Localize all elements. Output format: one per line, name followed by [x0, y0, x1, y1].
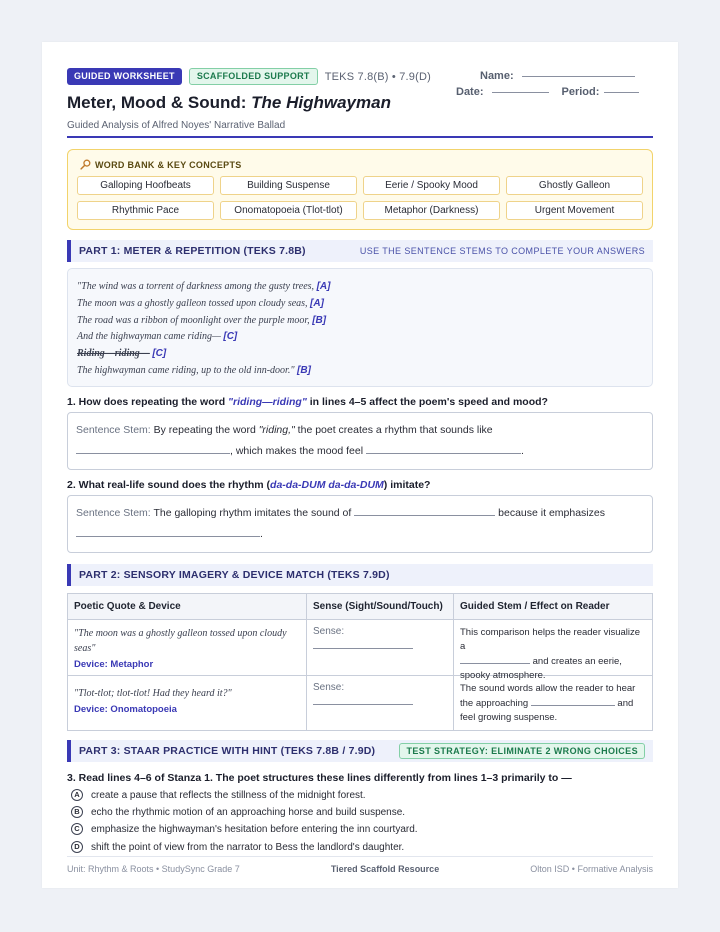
word-bank-term: Urgent Movement	[506, 201, 643, 220]
question-2-answer-box[interactable]: Sentence Stem: The galloping rhythm imitates the sound of because it emphasizes .	[67, 495, 653, 553]
question-1: 1. How does repeating the word "riding—riding" in lines 4–5 affect the poem's speed and mood?	[67, 396, 548, 408]
poem-line: Riding—riding— [C]	[77, 348, 167, 360]
answer-option-a[interactable]	[71, 789, 366, 801]
date-label: Date:	[456, 86, 484, 98]
rhyme-code: [B]	[297, 364, 311, 376]
sense-answer-line[interactable]	[313, 648, 413, 649]
word-bank-term: Metaphor (Darkness)	[363, 201, 500, 220]
part3-header	[67, 740, 653, 762]
part2-title: PART 2: SENSORY IMAGERY & DEVICE MATCH (TEKS 7.9D)	[79, 569, 390, 581]
poetic-quote: "The moon was a ghostly galleon tossed upon cloudy seas"	[74, 628, 287, 654]
table-row: "The moon was a ghostly galleon tossed upon cloudy seas" Device: Metaphor Sense: This comparison helps the reader visualize a and creates an eerie, spooky atmosphere.	[68, 620, 652, 676]
imagery-table	[67, 593, 653, 731]
answer-blank[interactable]	[76, 444, 230, 454]
scaffolded-support-badge: SCAFFOLDED SUPPORT	[189, 68, 318, 85]
option-bubble[interactable]: B	[71, 806, 83, 818]
poem-line: And the highwayman came riding— [C]	[77, 331, 238, 343]
table-row: "Tlot-tlot; tlot-tlot! Had they heard it?" Device: Onomatopoeia Sense: The sound words allow the reader to hear the approaching and feel growing suspense.	[68, 676, 652, 730]
date-field[interactable]	[492, 92, 549, 93]
word-bank-title: WORD BANK & KEY CONCEPTS	[80, 159, 242, 170]
footer-district: Olton ISD • Formative Analysis	[530, 864, 653, 874]
period-field[interactable]	[604, 92, 639, 93]
header-divider	[67, 136, 653, 138]
poetic-quote: "Tlot-tlot; tlot-tlot! Had they heard it?"	[74, 688, 232, 699]
option-text: create a pause that reflects the stillness of the midnight forest.	[91, 789, 366, 801]
word-bank	[67, 149, 653, 230]
worksheet-content	[67, 68, 653, 874]
option-bubble[interactable]: C	[71, 823, 83, 835]
student-info	[456, 68, 653, 100]
poem-line: The highwayman came riding, up to the old inn-door." [B]	[77, 364, 311, 376]
question-2: 2. What real-life sound does the rhythm (da-da-DUM da-da-DUM) imitate?	[67, 479, 431, 491]
part2-header	[67, 564, 653, 586]
page-footer	[67, 856, 653, 874]
poem-line: The moon was a ghostly galleon tossed upon cloudy seas, [A]	[77, 297, 324, 309]
option-text: emphasize the highwayman's hesitation before entering the inn courtyard.	[91, 823, 418, 835]
rhyme-code: [A]	[310, 297, 324, 309]
answer-blank[interactable]	[76, 527, 260, 537]
word-bank-term: Rhythmic Pace	[77, 201, 214, 220]
word-bank-term: Onomatopoeia (Tlot-tlot)	[220, 201, 357, 220]
part1-header	[67, 240, 653, 262]
column-header: Guided Stem / Effect on Reader	[460, 601, 610, 612]
option-text: shift the point of view from the narrator to Bess the landlord's daughter.	[91, 841, 405, 853]
rhyme-code: [C]	[223, 331, 238, 343]
period-label: Period:	[561, 86, 600, 98]
teks-label: TEKS 7.8(B) • 7.9(D)	[324, 70, 431, 83]
answer-option-c[interactable]	[71, 823, 418, 835]
rhyme-code: [A]	[316, 281, 331, 292]
page-subtitle: Guided Analysis of Alfred Noyes' Narrative Ballad	[67, 120, 286, 131]
name-label: Name:	[480, 70, 514, 82]
question-3: 3. Read lines 4–6 of Stanza 1. The poet structures these lines differently from lines 1–3 primarily to —	[67, 772, 572, 784]
sense-label: Sense:	[313, 682, 345, 693]
part3-title: PART 3: STAAR PRACTICE WITH HINT (TEKS 7.8B / 7.9D)	[79, 745, 376, 757]
option-bubble[interactable]: A	[71, 789, 83, 801]
search-icon	[80, 159, 91, 170]
rhyme-code: [B]	[312, 314, 327, 326]
device-label: Device: Metaphor	[74, 659, 154, 670]
guided-worksheet-badge: GUIDED WORKSHEET	[67, 68, 182, 85]
sense-answer-line[interactable]	[313, 704, 413, 705]
poem-line: "The wind was a torrent of darkness among the gusty trees, [A]	[77, 281, 331, 292]
column-header: Poetic Quote & Device	[68, 594, 307, 619]
answer-blank[interactable]	[531, 696, 615, 706]
option-bubble[interactable]: D	[71, 841, 83, 853]
name-field[interactable]	[522, 76, 635, 77]
answer-option-d[interactable]	[71, 841, 404, 853]
table-header-row	[68, 594, 652, 620]
worksheet-page	[42, 42, 678, 888]
option-text: echo the rhythmic motion of an approaching horse and build suspense.	[91, 806, 406, 818]
poem-title: The Highwayman	[251, 93, 391, 112]
word-bank-term: Eerie / Spooky Mood	[363, 176, 500, 195]
word-bank-term: Building Suspense	[220, 176, 357, 195]
word-bank-grid	[77, 176, 643, 220]
question-1-answer-box[interactable]: Sentence Stem: By repeating the word "riding," the poet creates a rhythm that sounds like , which makes the mood feel .	[67, 412, 653, 470]
column-header: Sense (Sight/Sound/Touch)	[307, 594, 454, 619]
part1-hint: USE THE SENTENCE STEMS TO COMPLETE YOUR ANSWERS	[359, 246, 645, 256]
footer-resource: Tiered Scaffold Resource	[330, 864, 440, 874]
poem-line: The road was a ribbon of moonlight over the purple moor, [B]	[77, 314, 327, 326]
answer-blank[interactable]	[366, 444, 521, 454]
word-bank-term: Ghostly Galleon	[506, 176, 643, 195]
device-label: Device: Onomatopoeia	[74, 704, 177, 715]
part1-title: PART 1: METER & REPETITION (TEKS 7.8B)	[79, 245, 306, 257]
page-title: Meter, Mood & Sound: The Highwayman	[67, 93, 391, 112]
test-strategy-badge: TEST STRATEGY: ELIMINATE 2 WRONG CHOICES	[399, 743, 645, 759]
word-bank-term: Galloping Hoofbeats	[77, 176, 214, 195]
answer-blank[interactable]	[460, 654, 530, 664]
sense-label: Sense:	[313, 626, 345, 637]
poem-excerpt	[67, 268, 653, 387]
footer-unit: Unit: Rhythm & Roots • StudySync Grade 7	[67, 864, 240, 874]
answer-option-b[interactable]	[71, 806, 405, 818]
rhyme-code: [C]	[152, 348, 167, 360]
answer-blank[interactable]	[354, 506, 495, 516]
